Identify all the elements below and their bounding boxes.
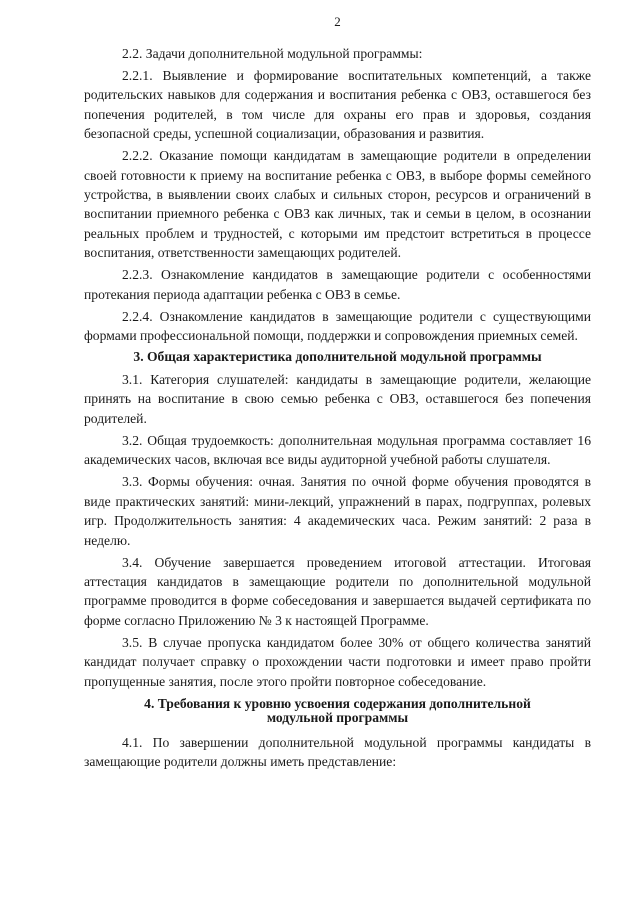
- section-heading-3: 3. Общая характеристика дополнительной модульной программы: [133, 349, 542, 365]
- section-4: [84, 733, 591, 772]
- section-heading-4-line-1: 4. Требования к уровню усвоения содержания дополнительной: [144, 695, 531, 711]
- paragraph-2-2-4: 2.2.4. Ознакомление кандидатов в замещающие родители с существующими формами профессиональной помощи, поддержки и сопровождения приемных семей.: [84, 308, 591, 344]
- paragraph-2-2-2: 2.2.2. Оказание помощи кандидатам в замещающие родители в определении своей готовности к приему на воспитание ребенка с ОВЗ, в выборе формы семейного устройства, в выявлении своих слабых и сильных сторон, ресурсов и ограничений в воспитании приемного ребенка с ОВЗ как личных, так и семьи в целом, в осознании реальных проблем и трудностей, с которыми им предстоит встретиться в процессе воспитания, ответственности замещающих родителей.: [84, 148, 591, 261]
- paragraph-2-2-3: 2.2.3. Ознакомление кандидатов в замещающие родители с особенностями протекания периода адаптации ребенка с ОВЗ в семье.: [84, 267, 591, 302]
- paragraph-3-3: 3.3. Формы обучения: очная. Занятия по очной форме обучения проводятся в виде практических занятий: мини-лекций, упражнений в парах, подгруппах, ролевых игр. Продолжительность занятия: 4 академических часа. Режим занятий: 2 раза в неделю.: [84, 474, 591, 548]
- section-3: [84, 370, 591, 691]
- section-2-2: [84, 44, 591, 345]
- page-number: 2: [334, 14, 341, 29]
- paragraph-4-1: 4.1. По завершении дополнительной модульной программы кандидаты в замещающие родители должны иметь представление:: [84, 734, 591, 770]
- paragraph-3-4: 3.4. Обучение завершается проведением итоговой аттестации. Итоговая аттестация кандидатов в замещающие родители по дополнительной модульной программе проводится в форме собеседования и завершается выдачей сертификата по форме согласно Приложению № 3 к настоящей Программе.: [84, 554, 591, 628]
- paragraph-3-1: 3.1. Категория слушателей: кандидаты в замещающие родители, желающие принять на воспитание в свою семью ребенка с ОВЗ, оставшегося без попечения родителей.: [84, 372, 591, 426]
- paragraph-2-2-1: 2.2.1. Выявление и формирование воспитательных компетенций, а также родительских навыков для содержания и воспитания ребенка с ОВЗ, оставшегося без попечения родителей, в том числе для охраны его прав и здоровья, создания безопасной среды, успешной социализации, образования и развития.: [84, 68, 591, 142]
- section-heading-4: [84, 697, 591, 725]
- paragraph-2-2: 2.2. Задачи дополнительной модульной программы:: [122, 46, 423, 61]
- paragraph-3-5: 3.5. В случае пропуска кандидатом более 30% от общего количества занятий кандидат получает справку о прохождении части подготовки и имеет право пройти пропущенные занятия, после этого пройти повторное собеседование.: [84, 634, 591, 689]
- section-heading-4-line-2: модульной программы: [266, 709, 409, 725]
- paragraph-3-2: 3.2. Общая трудоемкость: дополнительная модульная программа составляет 16 академических часов, включая все виды аудиторной учебной работы слушателя.: [84, 432, 591, 468]
